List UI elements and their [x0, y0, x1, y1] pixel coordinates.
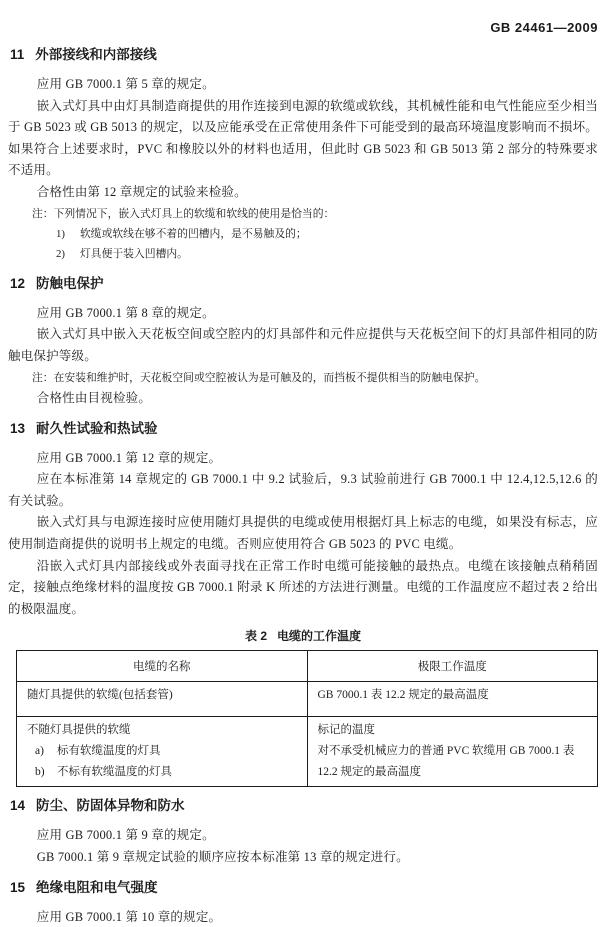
- table-caption-number: 表 2: [244, 629, 267, 644]
- cell-text: 不随灯具提供的软缆: [27, 724, 131, 737]
- note-block: [32, 368, 598, 388]
- section-14-heading: [10, 797, 598, 815]
- cell-sub-item: [35, 762, 297, 783]
- table-caption-title: 电缆的工作温度: [277, 629, 362, 644]
- section-number: 12: [10, 275, 26, 291]
- table-2-caption: [8, 627, 598, 645]
- section-number: 14: [10, 798, 26, 814]
- paragraph: 嵌入式灯具与电源连接时应使用随灯具提供的电缆或使用根据灯具上标志的电缆，如果没有标志，应使用制造商提供的说明书上规定的电缆。否则应使用符合 GB 5023 的 PVC 电缆。: [8, 515, 598, 551]
- paragraph: 合格性由目视检验。: [36, 390, 152, 405]
- section-number: 15: [10, 879, 26, 895]
- list-item-text: 灯具便于装入凹槽内。: [80, 248, 188, 261]
- section-15-heading: [10, 879, 598, 897]
- section-title: 绝缘电阻和电气强度: [36, 879, 158, 895]
- table-row: [17, 717, 598, 787]
- paragraph: 应用 GB 7000.1 第 8 章的规定。: [36, 305, 215, 320]
- paragraph: 沿嵌入式灯具内部接线或外表面寻找在正常工作时电缆可能接触的最热点。电缆在该接触点稍稍固定，接触点绝缘材料的温度按 GB 7000.1 附录 K 所述的方法进行测量。电缆的工作温度应不超过表 2 给出的极限温度。: [8, 558, 598, 616]
- cell-text: GB 7000.1 表 12.2 规定的最高温度: [317, 689, 489, 702]
- section-title: 防触电保护: [36, 275, 104, 291]
- table-row: [17, 682, 598, 717]
- note-lead: 注：下列情况下，嵌入式灯具上的软缆和软线的使用是恰当的：: [32, 207, 335, 220]
- note-lead: 注：在安装和维护时，天花板空间或空腔被认为是可触及的，而挡板不提供相当的防触电保护。: [32, 371, 486, 384]
- section-number: 13: [10, 420, 26, 436]
- paragraph: 应用 GB 7000.1 第 10 章的规定。: [36, 909, 222, 924]
- column-header-cable-name: 电缆的名称: [17, 651, 308, 682]
- section-12-heading: [10, 275, 598, 293]
- section-11-heading: [10, 46, 598, 64]
- section-title: 防尘、防固体异物和防水: [36, 798, 185, 814]
- table-cell-cable-name: [17, 717, 308, 787]
- table-2-cable-working-temperature: [16, 650, 598, 787]
- list-item-text: 软缆或软线在够不着的凹槽内，是不易触及的；: [80, 227, 307, 240]
- section-title: 外部接线和内部接线: [35, 47, 157, 62]
- table-header-row: [17, 651, 598, 682]
- list-item-number: a): [35, 744, 44, 757]
- note-list-item: [56, 244, 598, 264]
- list-item-text: 标有软缆温度的灯具: [57, 744, 161, 757]
- list-item-number: 2): [56, 248, 65, 261]
- section-title: 耐久性试验和热试验: [36, 420, 158, 436]
- note-list-item: [56, 224, 598, 244]
- cell-text: 标记的温度: [317, 724, 375, 737]
- standard-number: GB 24461—2009: [490, 20, 598, 35]
- column-header-limit-temperature: 极限工作温度: [307, 651, 598, 682]
- list-item-number: 1): [56, 227, 65, 240]
- section-13-heading: [10, 420, 598, 438]
- paragraph: 应在本标准第 14 章规定的 GB 7000.1 中 9.2 试验后，9.3 试验前进行 GB 7000.1 中 12.4,12.5,12.6 的有关试验。: [8, 472, 598, 508]
- section-number: 11: [10, 47, 25, 62]
- table-cell-limit-temperature: [307, 682, 598, 717]
- list-item-text: 不标有软缆温度的灯具: [57, 765, 172, 778]
- table-cell-limit-temperature: [307, 717, 598, 787]
- cell-sub-item: [35, 741, 297, 762]
- cell-text: 对不承受机械应力的普通 PVC 软缆用 GB 7000.1 表 12.2 规定的最高温度: [317, 744, 575, 778]
- list-item-number: b): [35, 765, 45, 778]
- paragraph: 嵌入式灯具中嵌入天花板空间或空腔内的灯具部件和元件应提供与天花板空间下的灯具部件相同的防触电保护等级。: [8, 327, 598, 363]
- cell-text: 随灯具提供的软缆(包括套管): [27, 689, 173, 702]
- paragraph: GB 7000.1 第 9 章规定试验的顺序应按本标准第 13 章的规定进行。: [36, 849, 409, 864]
- paragraph: 应用 GB 7000.1 第 5 章的规定。: [36, 77, 215, 91]
- note-block: [32, 204, 598, 265]
- paragraph: 合格性由第 12 章规定的试验来检验。: [36, 184, 247, 199]
- table-cell-cable-name: [17, 682, 308, 717]
- paragraph: 嵌入式灯具中由灯具制造商提供的用作连接到电源的软缆或软线，其机械性能和电气性能应至少相当于 GB 5023 或 GB 5013 的规定，以及应能承受在正常使用条件下可能受到的最高环境温度影响而不损坏。如果符合上述要求时，PVC 和橡胶以外的材料也适用，但此时 GB 5023 和 GB 5013 第 2 部分的特殊要求不适用。: [8, 98, 598, 178]
- paragraph: 应用 GB 7000.1 第 9 章的规定。: [36, 828, 215, 843]
- paragraph: 应用 GB 7000.1 第 12 章的规定。: [36, 450, 222, 465]
